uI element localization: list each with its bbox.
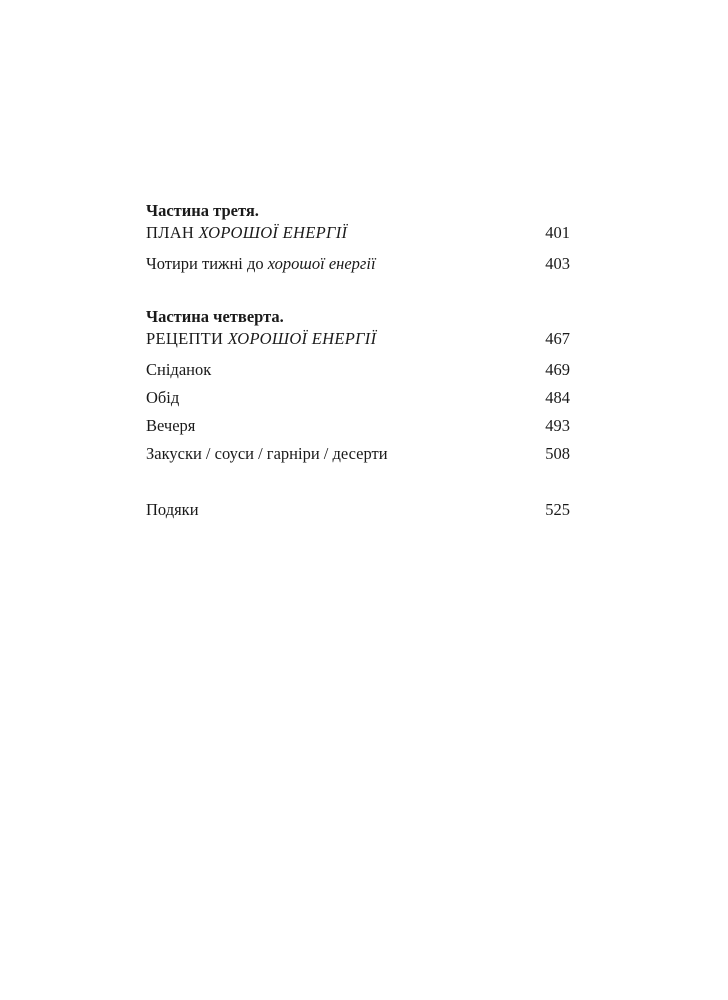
toc-entry-label-plain: Чотири тижні до [146,254,268,273]
part-three-title-plain: ПЛАН [146,223,199,242]
part-three-heading: Частина третя. [146,201,259,220]
toc-entry-label: Вечеря [146,416,196,435]
part-four-title-italic: ХОРОШОЇ ЕНЕРГІЇ [227,329,377,348]
toc-entry [146,384,570,412]
acknowledgements-entry [146,496,570,524]
acknowledgements-page: 525 [545,500,570,519]
toc-entry-label-italic: хорошої енергії [267,254,376,273]
toc-entry-label [146,250,376,278]
toc-entry-page: 484 [545,388,570,407]
part-three-title-row [146,222,570,244]
part-three-page: 401 [545,223,570,242]
part-four-title-row [146,328,570,350]
toc-entry [146,356,570,384]
toc-entry-page: 403 [545,254,570,273]
acknowledgements-label: Подяки [146,500,199,519]
toc-entry [146,440,570,468]
toc-entry-label: Закуски / соуси / гарніри / десерти [146,444,388,463]
part-three-title [146,222,347,244]
part-four-title-plain: РЕЦЕПТИ [146,329,228,348]
toc-entry [146,412,570,440]
part-four-page: 467 [545,329,570,348]
toc-entry-label: Обід [146,388,180,407]
toc-entry-page: 508 [545,444,570,463]
table-of-contents [146,200,570,524]
part-three-title-italic: ХОРОШОЇ ЕНЕРГІЇ [198,223,348,242]
toc-entry [146,250,570,278]
toc-entry-page: 493 [545,416,570,435]
section-gap [146,278,570,306]
part-four-title [146,328,376,350]
section-gap [146,468,570,496]
part-four-heading: Частина четверта. [146,307,284,326]
toc-entry-page: 469 [545,360,570,379]
toc-entry-label: Сніданок [146,360,212,379]
